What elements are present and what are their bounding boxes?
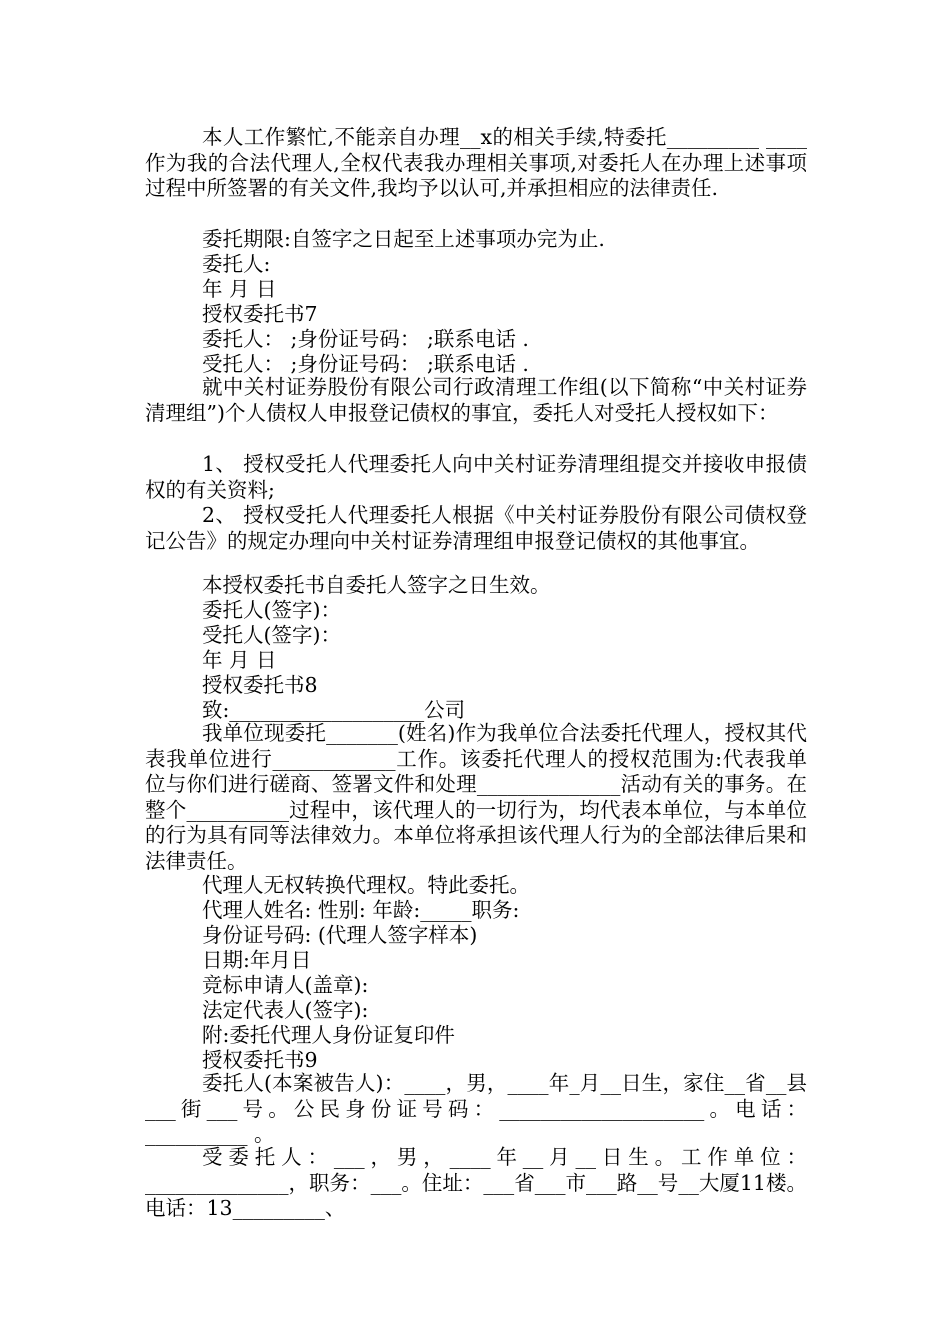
date-line-3: 日期:年月日 (202, 948, 312, 972)
section-heading-8: 授权委托书8 (202, 673, 318, 697)
agent-details-line: 代理人姓名: 性别: 年龄:_____职务: (202, 898, 520, 922)
authorization-paragraph: 本人工作繁忙,不能亲自办理__x的相关手续,特委托_________ ____作为我的合法代理人,全权代表我办理相关事项,对委托人在办理上述事项过程中所签署的有关文件,我均予以认可,并承担相应的法律责任. (145, 125, 807, 200)
item-1-paragraph: 1、 授权受托人代理委托人向中关村证券清理组提交并接收申报债权的有关资料; (145, 452, 807, 502)
item-2-paragraph: 2、 授权受托人代理委托人根据《中关村证券股份有限公司债权登记公告》的规定办理向中关村证券清理组申报登记债权的其他事宜。 (145, 503, 807, 553)
claim-paragraph: 就中关村证券股份有限公司行政清理工作组(以下简称“中关村证券清理组”)个人债权人申报登记债权的事宜，委托人对受托人授权如下： (145, 375, 807, 425)
agent-signature-line: 受托人(签字)： (202, 623, 341, 647)
no-transfer-line: 代理人无权转换代理权。特此委托。 (202, 873, 530, 897)
principal-signature-line: 委托人(签字)： (202, 598, 341, 622)
term-line: 委托期限:自签字之日起至上述事项办完为止. (202, 227, 605, 251)
agent-paragraph: 受委托人：___，男，____年__月__日生。工作单位：______________，职务：___。住址：___省___市___路__号__大厦11楼。电话：13_________、 (145, 1145, 807, 1220)
id-number-line: 身份证号码: (代理人签字样本) (202, 923, 478, 947)
date-line: 年 月 日 (202, 277, 277, 301)
attachment-line: 附:委托代理人身份证复印件 (202, 1023, 455, 1047)
entrustment-paragraph: 我单位现委托_______(姓名)作为我单位合法委托代理人，授权其代表我单位进行____________工作。该委托代理人的授权范围为:代表我单位与你们进行磋商、签署文件和处理______________活动有关的事务。在整个__________过程中，该代理人的一切行为，均代表本单位，与本单位的行为具有同等法律效力。本单位将承担该代理人行为的全部法律后果和法律责任。 (145, 721, 807, 873)
legal-rep-line: 法定代表人(签字): (202, 998, 369, 1022)
date-line-2: 年 月 日 (202, 648, 277, 672)
section-heading-9: 授权委托书9 (202, 1048, 318, 1072)
bidder-seal-line: 竞标申请人(盖章): (202, 973, 369, 997)
addressee-line: 致:___________________公司 (202, 698, 466, 722)
effective-line: 本授权委托书自委托人签字之日生效。 (202, 573, 551, 597)
agent-info-line: 受托人： ;身份证号码： ;联系电话 . (202, 352, 529, 376)
principal-line: 委托人: (202, 252, 271, 276)
defendant-paragraph: 委托人(本案被告人)：____，男，____年_月__日生，家住__省__县___街___号。公民身份证号码：____________________。电话：__________ 。 (145, 1071, 807, 1146)
section-heading-7: 授权委托书7 (202, 302, 318, 326)
principal-info-line: 委托人： ;身份证号码： ;联系电话 . (202, 327, 529, 351)
